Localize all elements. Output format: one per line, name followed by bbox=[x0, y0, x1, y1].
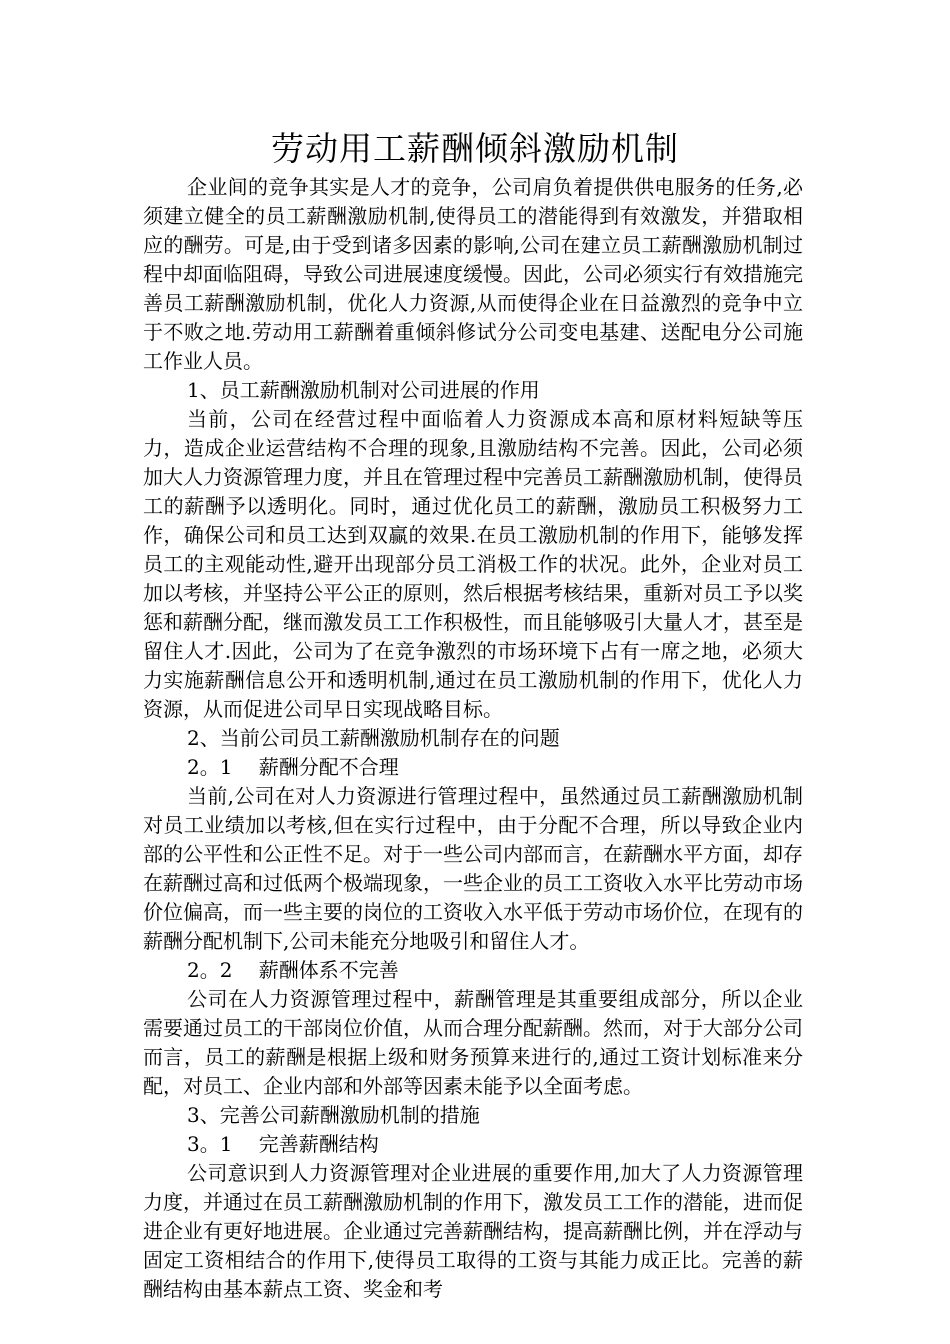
subsection-heading-2-2: 2。2 薪酬体系不完善 bbox=[187, 958, 399, 982]
paragraph-section-2-2: 公司在人力资源管理过程中，薪酬管理是其重要组成部分，所以企业需要通过员工的干部岗位价值，从而合理分配薪酬。然而，对于大部分公司而言，员工的薪酬是根据上级和财务预算来进行的,通过工资计划标准来分配，对员工、企业内部和外部等因素未能予以全面考虑。 bbox=[143, 987, 803, 1098]
document-title: 劳动用工薪酬倾斜激励机制 bbox=[271, 129, 679, 168]
subsection-heading-2-1: 2。1 薪酬分配不合理 bbox=[187, 755, 399, 779]
document-body bbox=[143, 173, 803, 1304]
paragraph-section-1: 当前，公司在经营过程中面临着人力资源成本高和原材料短缺等压力，造成企业运营结构不合理的现象,且激励结构不完善。因此，公司必须加大人力资源管理力度，并且在管理过程中完善员工薪酬激励机制，使得员工的薪酬予以透明化。同时，通过优化员工的薪酬，激励员工积极努力工作，确保公司和员工达到双赢的效果.在员工激励机制的作用下，能够发挥员工的主观能动性,避开出现部分员工消极工作的状况。此外，企业对员工加以考核，并坚持公平公正的原则，然后根据考核结果，重新对员工予以奖惩和薪酬分配，继而激发员工工作积极性，而且能够吸引大量人才，甚至是留住人才.因此，公司为了在竞争激烈的市场环境下占有一席之地，必须大力实施薪酬信息公开和透明机制,通过在员工激励机制的作用下，优化人力资源，从而促进公司早日实现战略目标。 bbox=[143, 407, 803, 721]
subsection-heading-3-1: 3。1 完善薪酬结构 bbox=[187, 1132, 379, 1156]
section-heading-3: 3、完善公司薪酬激励机制的措施 bbox=[187, 1103, 480, 1127]
section-heading-1: 1、员工薪酬激励机制对公司进展的作用 bbox=[187, 378, 540, 402]
section-heading-2: 2、当前公司员工薪酬激励机制存在的问题 bbox=[187, 726, 560, 750]
paragraph-section-3-1: 公司意识到人力资源管理对企业进展的重要作用,加大了人力资源管理力度，并通过在员工薪酬激励机制的作用下，激发员工工作的潜能，进而促进企业有更好地进展。企业通过完善薪酬结构，提高薪酬比例，并在浮动与固定工资相结合的作用下,使得员工取得的工资与其能力成正比。完善的薪酬结构由基本薪点工资、奖金和考 bbox=[143, 1161, 803, 1301]
paragraph-section-2-1: 当前,公司在对人力资源进行管理过程中，虽然通过员工薪酬激励机制对员工业绩加以考核,但在实行过程中，由于分配不合理，所以导致企业内部的公平性和公正性不足。对于一些公司内部而言，在薪酬水平方面，却存在薪酬过高和过低两个极端现象，一些企业的员工工资收入水平比劳动市场价位偏高，而一些主要的岗位的工资收入水平低于劳动市场价位，在现有的薪酬分配机制下,公司未能充分地吸引和留住人才。 bbox=[143, 784, 803, 953]
paragraph-intro: 企业间的竞争其实是人才的竞争，公司肩负着提供供电服务的任务,必须建立健全的员工薪酬激励机制,使得员工的潜能得到有效激发，并猎取相应的酬劳。可是,由于受到诸多因素的影响,公司在建立员工薪酬激励机制过程中却面临阻碍，导致公司进展速度缓慢。因此，公司必须实行有效措施完善员工薪酬激励机制，优化人力资源,从而使得企业在日益激烈的竞争中立于不败之地.劳动用工薪酬着重倾斜修试分公司变电基建、送配电分公司施工作业人员。 bbox=[143, 175, 803, 373]
